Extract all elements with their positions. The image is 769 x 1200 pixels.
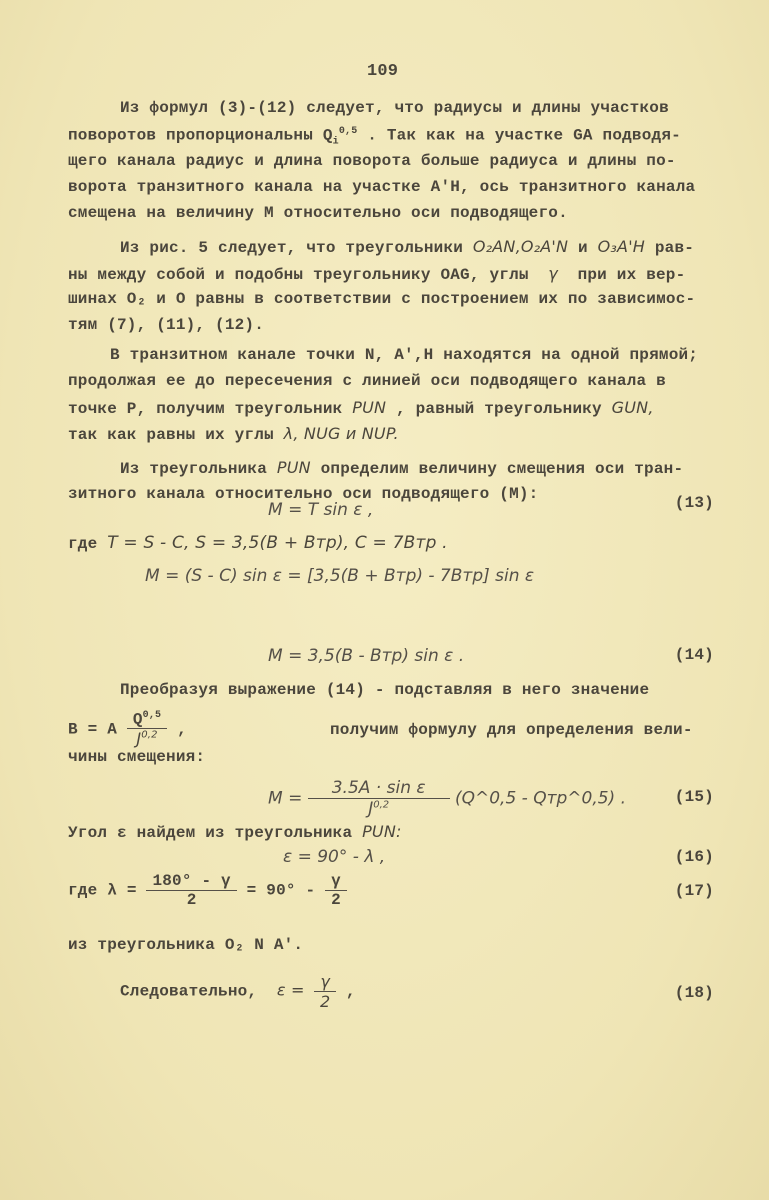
text-line: ворота транзитного канала на участке A'H, ось транзитного канала: [68, 178, 696, 196]
text-line: [68, 264, 685, 284]
equation-number-13: (13): [674, 494, 714, 512]
fraction: [127, 710, 167, 748]
denominator: J: [136, 729, 142, 749]
text-span: Угол ε найдем из треугольника: [68, 824, 353, 842]
text-line: [68, 126, 681, 148]
denominator: J: [368, 799, 374, 819]
equation-18: [120, 972, 356, 1011]
text-span: Следовательно,: [120, 982, 258, 1001]
text-line: [120, 458, 683, 478]
text-span: Из рис. 5 следует, что треугольники: [120, 239, 464, 257]
text-span: Из треугольника: [120, 460, 268, 478]
subscript: i: [332, 136, 339, 148]
text-line: [68, 398, 654, 418]
numerator: 180° - γ: [146, 872, 236, 891]
formula-span: T = S - C, S = 3,5(B + Bтр), C = 7Bтр .: [107, 533, 448, 553]
formula-span: PUN:: [362, 822, 402, 841]
text-line: зитного канала относительно оси подводящего (М):: [68, 485, 539, 503]
formula-span: ε =: [276, 980, 305, 1000]
text-span: ,: [345, 982, 356, 1001]
equation-13: M = T sin ε ,: [268, 500, 374, 520]
text-line: В транзитном канале точки N, A',H находятся на одной прямой;: [110, 346, 699, 364]
text-span: рав-: [654, 239, 695, 257]
formula-span: GUN,: [611, 398, 654, 417]
formula-span: O₃A'H: [597, 237, 646, 256]
superscript: 0,5: [142, 710, 162, 721]
text-line: из треугольника O₂ N A'.: [68, 936, 304, 954]
denominator: 2: [320, 992, 331, 1011]
text-line: тям (7), (11), (12).: [68, 316, 265, 334]
denominator: 2: [331, 891, 341, 909]
text-line: [68, 424, 399, 444]
text-span: поворотов пропорциональны Q: [68, 126, 333, 145]
equation-15: [268, 778, 626, 819]
text-line: [68, 710, 187, 748]
page-number: 109: [367, 62, 399, 81]
formula-span: O₂AN,O₂A'N: [472, 237, 569, 256]
equation-17: [68, 872, 347, 909]
equation-14: M = 3,5(B - Bтр) sin ε .: [268, 646, 465, 666]
superscript: 0,2: [373, 799, 390, 811]
text-span: определим величину смещения оси тран-: [320, 460, 684, 478]
equation-number-15: (15): [674, 788, 714, 806]
text-span: где: [68, 535, 98, 553]
text-line: Преобразуя выражение (14) - подставляя в него значение: [120, 681, 650, 699]
formula-span: PUN: [276, 458, 311, 477]
fraction: [325, 872, 347, 909]
equation-number-14: (14): [674, 646, 714, 664]
text-line: получим формулу для определения вели-: [330, 721, 693, 739]
text-span: ны между собой и подобны треугольнику OAG, углы: [68, 266, 529, 284]
text-span: точке P, получим треугольник: [68, 400, 343, 418]
numerator: γ: [314, 972, 336, 992]
numerator: Q: [132, 710, 143, 729]
text-line: [120, 237, 694, 257]
equation-16: ε = 90° - λ ,: [283, 847, 386, 867]
denominator: 2: [186, 891, 197, 909]
formula-span: λ =: [107, 881, 137, 900]
fraction: [314, 972, 336, 1011]
text-span: ,: [177, 720, 187, 739]
formula-span: λ, NUG и NUP.: [283, 424, 399, 443]
text-span: . Так как на участке GA подводя-: [367, 126, 681, 145]
fraction: [146, 872, 236, 909]
text-span: так как равны их углы: [68, 426, 274, 444]
text-line: чины смещения:: [68, 748, 206, 766]
text-line: смещена на величину М относительно оси подводящего.: [68, 204, 568, 222]
formula-span: M =: [268, 788, 303, 809]
text-line: щего канала радиус и длина поворота больше радиуса и длины по-: [68, 152, 676, 170]
text-span: где: [68, 881, 98, 900]
numerator: 3.5A · sin ε: [308, 778, 450, 799]
equation-expanded: M = (S - C) sin ε = [3,5(B + Bтр) - 7Bтр] sin ε: [145, 566, 535, 586]
text-line: шинах O₂ и O равны в соответствии с построением их по зависимос-: [68, 290, 696, 308]
superscript: 0,2: [141, 730, 158, 741]
superscript: 0,5: [338, 126, 358, 137]
formula-span: PUN: [352, 398, 387, 417]
text-line: продолжая ее до пересечения с линией оси подводящего канала в: [68, 372, 666, 390]
text-line: [68, 822, 402, 842]
text-span: и: [578, 239, 588, 257]
text-line: [68, 533, 448, 553]
formula-span: = 90° -: [246, 881, 316, 900]
text-span: B = A: [68, 720, 118, 739]
equation-number-17: (17): [674, 882, 714, 900]
formula-span: γ: [548, 264, 558, 283]
equation-number-18: (18): [674, 984, 714, 1002]
fraction: [308, 778, 450, 819]
text-span: , равный треугольнику: [396, 400, 602, 418]
equation-number-16: (16): [674, 848, 714, 866]
text-span: при их вер-: [577, 266, 686, 284]
numerator: γ: [325, 872, 347, 891]
formula-span: (Q^0,5 - Qтр^0,5) .: [454, 788, 626, 809]
text-line: Из формул (3)-(12) следует, что радиусы и длины участков: [120, 99, 669, 117]
